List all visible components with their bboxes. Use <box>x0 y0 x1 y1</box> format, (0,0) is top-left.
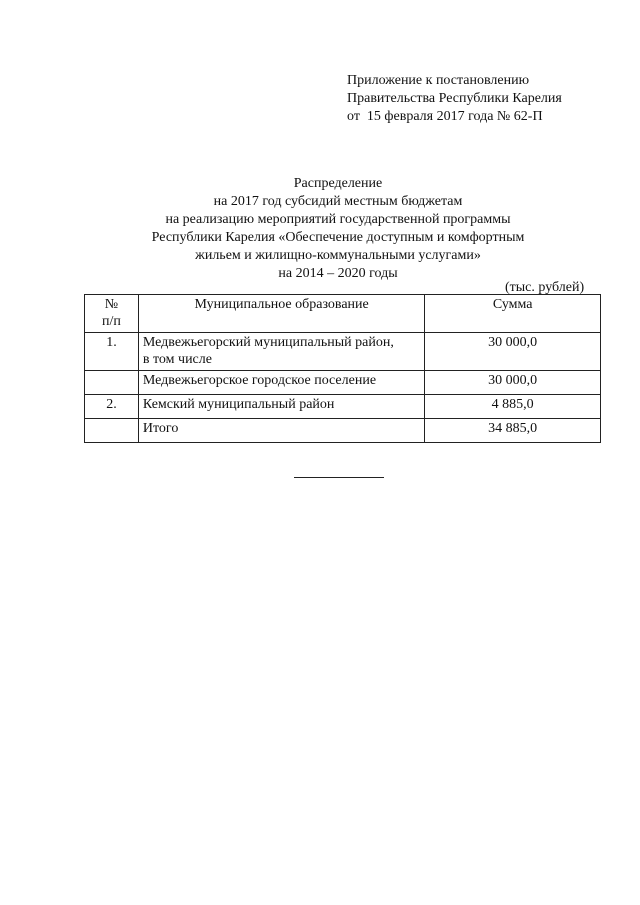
header-municipality: Муниципальное образование <box>138 295 424 333</box>
table-header-row <box>85 295 601 333</box>
total-sum: 34 885,0 <box>425 419 601 443</box>
total-row <box>85 419 601 443</box>
row-sum: 30 000,0 <box>425 333 601 371</box>
document-title <box>0 175 640 283</box>
header-number <box>85 295 139 333</box>
units-label: (тыс. рублей) <box>505 280 585 295</box>
appendix-header-line-3: от 15 февраля 2017 года № 62-П <box>347 109 543 124</box>
row-sum: 4 885,0 <box>425 395 601 419</box>
row-number: 2. <box>85 395 139 419</box>
appendix-header <box>347 72 562 126</box>
row-number <box>85 419 139 443</box>
row-municipality: Медвежьегорское городское поселение <box>138 371 424 395</box>
title-line-6: на 2014 – 2020 годы <box>278 266 398 281</box>
title-line-2: на 2017 год субсидий местным бюджетам <box>213 194 463 209</box>
title-line-5: жильем и жилищно-коммунальными услугами» <box>195 248 481 263</box>
end-divider <box>294 477 384 478</box>
row-municipality: Кемский муниципальный район <box>138 395 424 419</box>
row-number <box>85 371 139 395</box>
row-municipality-text: Медвежьегорский муниципальный район, в том числе <box>142 335 394 367</box>
total-label: Итого <box>138 419 424 443</box>
row-municipality <box>138 333 424 371</box>
appendix-header-line-1: Приложение к постановлению <box>347 73 530 88</box>
row-sum: 30 000,0 <box>425 371 601 395</box>
title-line-4: Республики Карелия «Обеспечение доступным и комфортным <box>151 230 525 245</box>
title-line-3: на реализацию мероприятий государственной программы <box>165 212 511 227</box>
table-row <box>85 333 601 371</box>
header-sum: Сумма <box>425 295 601 333</box>
table-row <box>85 371 601 395</box>
row-number: 1. <box>85 333 139 371</box>
header-number-text: № п/п <box>102 297 121 329</box>
appendix-header-line-2: Правительства Республики Карелия <box>347 91 562 106</box>
distribution-table <box>84 294 601 443</box>
table-row <box>85 395 601 419</box>
title-line-1: Распределение <box>293 176 383 191</box>
